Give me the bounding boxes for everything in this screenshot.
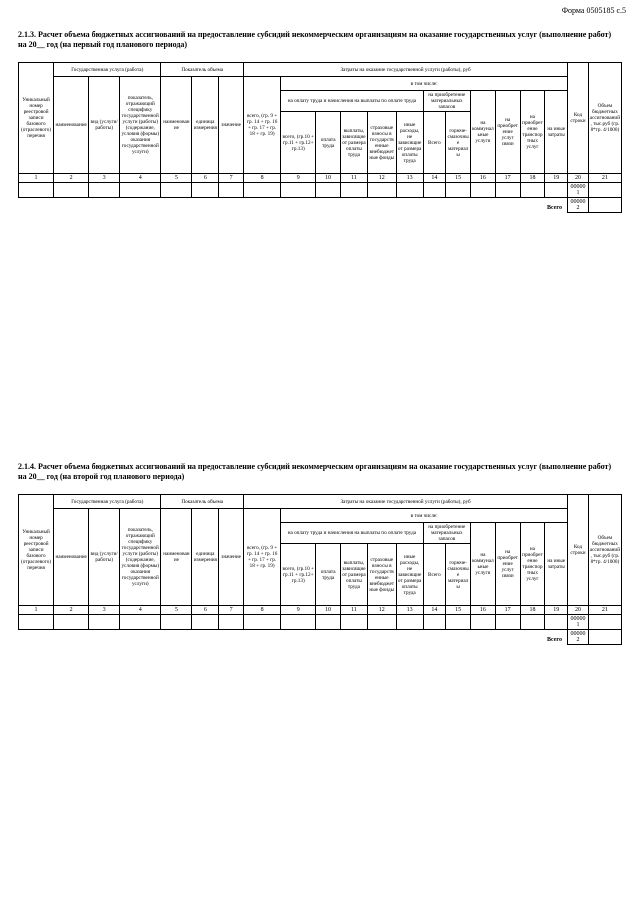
col-num: 19 [545,606,568,615]
col-num: 4 [120,606,161,615]
col-num: 17 [495,606,520,615]
hdr-other-costs: иные расходы, не зависящие от размера оплаты труда [396,544,423,606]
col-num: 13 [396,174,423,183]
col-num: 5 [161,606,192,615]
hdr-utilities: на коммунальные услуги [471,91,496,174]
hdr-utilities: на коммунальные услуги [471,523,496,606]
hdr-mat-total: Всего [423,112,446,174]
data-cell[interactable] [19,615,54,630]
row-code: 000001 [568,615,589,630]
col-num: 14 [423,174,446,183]
col-num: 1 [19,606,54,615]
hdr-indicator: показатель, отражающий специфику государственной услуги (работы) (содержание, условия (формы) оказания государственной услуги) [120,509,161,606]
hdr-fuel: горюче-смазочные материалы [446,544,471,606]
data-cell[interactable] [520,615,545,630]
col-num: 14 [423,606,446,615]
col-num: 2 [54,606,89,615]
hdr-fuel: горюче-смазочные материалы [446,112,471,174]
data-cell[interactable] [54,183,89,198]
col-num: 15 [446,606,471,615]
hdr-transport: на приобретение транспортных услуг [520,523,545,606]
hdr-value: значение [219,509,244,606]
data-cell[interactable] [396,183,423,198]
data-cell[interactable] [244,183,281,198]
data-cell[interactable] [423,615,446,630]
total-label: Всего [547,205,562,211]
hdr-wages: оплата труда [316,544,341,606]
data-cell[interactable] [588,615,621,630]
data-cell[interactable] [545,183,568,198]
col-num: 13 [396,606,423,615]
col-num: 18 [520,174,545,183]
hdr-service-type: вид (услуги/работы) [89,509,120,606]
hdr-unique-number: Уникальный номер реестровой записи базового (отраслевого) перечня [19,63,54,174]
hdr-service-group: Государственная услуга (работа) [54,63,161,77]
col-num: 10 [316,606,341,615]
data-cell[interactable] [545,615,568,630]
row-code: 000001 [568,183,589,198]
form-number: Форма 0505185 с.5 [561,6,626,15]
data-cell[interactable] [367,615,396,630]
data-cell[interactable] [89,615,120,630]
col-num: 3 [89,174,120,183]
data-cell[interactable] [471,615,496,630]
hdr-code: Код строки [568,63,589,174]
col-num: 8 [244,174,281,183]
section-title-2-1-4: 2.1.4. Расчет объема бюджетных ассигнований на предоставление субсидий некоммерческим организациям на оказание государственных услуг (выполнение работ) на 20__ год (на второй год планового периода) [18,462,612,481]
hdr-other: на иные затраты [545,91,568,174]
total-label: Всего [547,637,562,643]
data-cell[interactable] [367,183,396,198]
data-cell[interactable] [495,615,520,630]
hdr-budget: Объем бюджетных ассигнований, тыс.руб (гр. 8*гр. 4/1000) [588,495,621,606]
col-num: 5 [161,174,192,183]
hdr-unique-number: Уникальный номер реестровой записи базового (отраслевого) перечня [19,495,54,606]
col-num: 10 [316,174,341,183]
hdr-including: в том числе: [281,509,568,523]
col-num: 11 [341,174,368,183]
table-2-1-3 [18,62,622,213]
col-num: 21 [588,606,621,615]
data-cell[interactable] [446,183,471,198]
col-num: 16 [471,174,496,183]
data-cell[interactable] [120,183,161,198]
hdr-volume-group: Показатель объема [161,495,244,509]
data-cell[interactable] [495,183,520,198]
data-cell[interactable] [446,615,471,630]
hdr-costs-group: Затраты на оказание государственной услуги (работы), руб [244,495,568,509]
col-num: 15 [446,174,471,183]
col-num: 21 [588,174,621,183]
hdr-budget: Объем бюджетных ассигнований, тыс.руб (гр. 8*гр. 4/1000) [588,63,621,174]
data-cell[interactable] [316,615,341,630]
data-cell[interactable] [341,615,368,630]
hdr-labor: на оплату труда и начисления на выплаты по оплате труда [281,91,423,112]
hdr-service-type: вид (услуги/работы) [89,77,120,174]
col-num: 17 [495,174,520,183]
hdr-wages: оплата труда [316,112,341,174]
hdr-mat-total: Всего [423,544,446,606]
hdr-indicator: показатель, отражающий специфику государственной услуги (работы) (содержание, условия (формы) оказания государственной услуги) [120,77,161,174]
hdr-materials: на приобретение материальных запасов [423,523,470,544]
col-num: 7 [219,606,244,615]
col-num: 9 [281,174,316,183]
col-num: 11 [341,606,368,615]
hdr-name: наименование [54,509,89,606]
col-num: 12 [367,606,396,615]
col-num: 20 [568,174,589,183]
col-num: 9 [281,606,316,615]
data-cell[interactable] [192,183,219,198]
hdr-insurance: страховые взносы в государственные внебюджетные фонды [367,544,396,606]
hdr-service-group: Государственная услуга (работа) [54,495,161,509]
hdr-total: всего, (гр. 9 + гр. 14 + гр. 16 + гр. 17 + гр. 18 + гр. 19) [244,77,281,174]
table-2-1-4 [18,494,622,645]
hdr-labor-total: всего, (гр.10 + гр.11 + гр.12+ гр.13) [281,544,316,606]
data-cell[interactable] [161,615,192,630]
data-cell[interactable] [520,183,545,198]
hdr-value: значение [219,77,244,174]
hdr-labor: на оплату труда и начисления на выплаты по оплате труда [281,523,423,544]
col-num: 19 [545,174,568,183]
hdr-costs-group: Затраты на оказание государственной услуги (работы), руб [244,63,568,77]
col-num: 6 [192,174,219,183]
data-cell[interactable] [19,183,54,198]
hdr-materials: на приобретение материальных запасов [423,91,470,112]
col-num: 7 [219,174,244,183]
total-code: 000002 [568,198,589,213]
data-cell[interactable] [219,615,244,630]
col-num: 4 [120,174,161,183]
hdr-payouts: выплаты, зависящие от размера оплаты труда [341,112,368,174]
data-cell[interactable] [192,615,219,630]
total-code: 000002 [568,630,589,645]
hdr-labor-total: всего, (гр.10 + гр.11 + гр.12+ гр.13) [281,112,316,174]
hdr-vol-name: наименование [161,509,192,606]
total-cell[interactable] [588,630,621,645]
col-num: 2 [54,174,89,183]
data-cell[interactable] [281,183,316,198]
data-cell[interactable] [89,183,120,198]
data-cell[interactable] [281,615,316,630]
hdr-comm: на приобретение услуг связи [495,91,520,174]
hdr-vol-name: наименование [161,77,192,174]
hdr-comm: на приобретение услуг связи [495,523,520,606]
data-cell[interactable] [588,183,621,198]
data-cell[interactable] [423,183,446,198]
hdr-other: на иные затраты [545,523,568,606]
data-cell[interactable] [219,183,244,198]
col-num: 8 [244,606,281,615]
col-num: 16 [471,606,496,615]
data-cell[interactable] [316,183,341,198]
data-cell[interactable] [341,183,368,198]
col-num: 1 [19,174,54,183]
hdr-name: наименование [54,77,89,174]
hdr-unit: единица измерения [192,509,219,606]
hdr-transport: на приобретение транспортных услуг [520,91,545,174]
col-num: 18 [520,606,545,615]
hdr-code: Код строки [568,495,589,606]
data-cell[interactable] [54,615,89,630]
hdr-payouts: выплаты, зависящие от размера оплаты труда [341,544,368,606]
col-num: 6 [192,606,219,615]
data-cell[interactable] [244,615,281,630]
data-cell[interactable] [471,183,496,198]
hdr-other-costs: иные расходы, не зависящие от размера оплаты труда [396,112,423,174]
hdr-including: в том числе: [281,77,568,91]
hdr-total: всего, (гр. 9 + гр. 14 + гр. 16 + гр. 17 + гр. 18 + гр. 19) [244,509,281,606]
data-cell[interactable] [161,183,192,198]
hdr-unit: единица измерения [192,77,219,174]
data-cell[interactable] [120,615,161,630]
data-cell[interactable] [396,615,423,630]
section-title-2-1-3: 2.1.3. Расчет объема бюджетных ассигнований на предоставление субсидий некоммерческим организациям на оказание государственных услуг (выполнение работ) на 20__ год (на первый год планового периода) [18,30,612,49]
hdr-volume-group: Показатель объема [161,63,244,77]
hdr-insurance: страховые взносы в государственные внебюджетные фонды [367,112,396,174]
col-num: 12 [367,174,396,183]
col-num: 3 [89,606,120,615]
total-cell[interactable] [588,198,621,213]
col-num: 20 [568,606,589,615]
